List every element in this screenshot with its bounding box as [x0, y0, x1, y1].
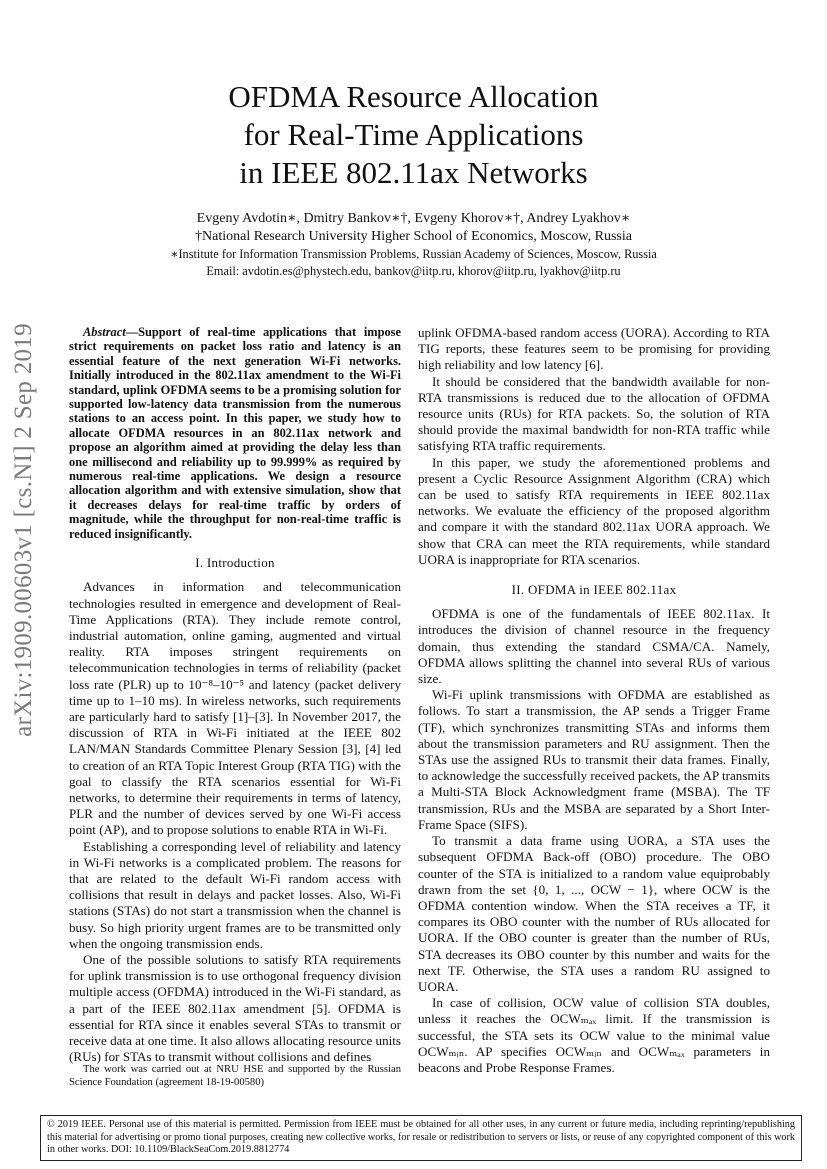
affiliation-hse: †National Research University Higher School of Economics, Moscow, Russia	[195, 229, 632, 244]
ofdma-paragraph-1: OFDMA is one of the fundamentals of IEEE 802.11ax. It introduces the division of channel resource in the frequency domain, thus extending the standard CSMA/CA. Namely, OFDMA allows splitting the channel into several RUs of various size.	[418, 606, 770, 687]
section-heading-introduction: I. Introduction	[195, 555, 275, 571]
intro-paragraph-5: It should be considered that the bandwidth available for non-RTA transmissions is reduced due to the allocation of OFDMA resource units (RUs) for RTA packets. So, the solution of RTA should provide the maximal bandwidth for non-RTA traffic while satisfying RTA traffic requirements.	[418, 373, 770, 454]
copyright-notice: © 2019 IEEE. Personal use of this material is permitted. Permission from IEEE must be obtained for all other uses, in any current or future media, including reprinting/republishing this material for advertising or promo tional purposes, creating new collective works, for resale or redistribution to servers or lists, or reuse of any copyrighted component of this work in other works. DOI: 10.1109/BlackSeaCom.2019.8812774	[40, 1115, 802, 1161]
paper-title	[60, 78, 767, 192]
intro-paragraph-1: Advances in information and telecommunication technologies resulted in emergence and development of Real-Time Applications (RTA). They include remote control, industrial automation, online gaming, augmented and virtual reality. RTA imposes stringent requirements on telecommunication technologies in terms of reliability (packet loss rate (PLR) up to 10⁻⁸–10⁻⁵ and latency (packet delivery time up to 1–10 ms). In wireless networks, such requirements are particularly hard to satisfy [1]–[3]. In November 2017, the discussion of RTA in Wi-Fi initiated at the IEEE 802 LAN/MAN Standards Committee Plenary Session [3], [4] led to creation of an RTA Topic Interest Group (RTA TIG) with the goal to classify the RTA scenarios essential for Wi-Fi networks, to determine their requirements in terms of latency, PLR and the number of devices served by one Wi-Fi access point (AP), and to propose solutions to enable RTA in Wi-Fi.	[69, 579, 401, 838]
title-line-3: in IEEE 802.11ax Networks	[239, 155, 588, 190]
ofdma-paragraph-2: Wi-Fi uplink transmissions with OFDMA are established as follows. To start a transmission, the AP sends a Trigger Frame (TF), which synchronizes transmitting STAs and informs them about the transmission parameters and RU assignment. Then the STAs use the assigned RUs to transmit their data frames. Finally, to acknowledge the successfully received packets, the AP transmits a Multi-STA Block Acknowledgment frame (MSBA). The TF transmission, RUs and the MSBA are separated by a Short Inter-Frame Space (SIFS).	[418, 687, 770, 832]
intro-paragraph-3: One of the possible solutions to satisfy RTA requirements for uplink transmission is to use orthogonal frequency division multiple access (OFDMA) introduced in the Wi-Fi standard, as a part of the IEEE 802.11ax amendment [5]. OFDMA is essential for RTA since it enables several STAs to transmit or receive data at one time. It also allows allocating resource units (RUs) for STAs to transmit without collisions and defines	[69, 951, 401, 1065]
author-block	[60, 210, 767, 280]
author-names: Evgeny Avdotin∗, Dmitry Bankov∗†, Evgeny Khorov∗†, Andrey Lyakhov∗	[196, 211, 631, 226]
affiliation-iitp: ∗Institute for Information Transmission Problems, Russian Academy of Sciences, Moscow, Russia	[170, 247, 657, 261]
abstract-text: —Support of real-time applications that impose strict requirements on packet loss ratio and latency is an essential feature of the next generation Wi-Fi networks. Initially introduced in the 802.11ax amendment to the Wi-Fi standard, uplink OFDMA seems to be a promising solution for supported low-latency data transmission from the numerous stations to an access point. In this paper, we study how to allocate OFDMA resources in an 802.11ax network and propose an algorithm aimed at providing the delay less than one millisecond and reliability up to 99.999% as required by numerous real-time applications. We design a resource allocation algorithm and with extensive simulation, show that it decreases delays for real-time traffic by orders of magnitude, while the throughput for non-real-time traffic is reduced insignificantly.	[69, 325, 401, 541]
author-emails: Email: avdotin.es@phystech.edu, bankov@iitp.ru, khorov@iitp.ru, lyakhov@iitp.ru	[206, 264, 621, 278]
ofdma-paragraph-3: To transmit a data frame using UORA, a STA uses the subsequent OFDMA Back-off (OBO) procedure. The OBO counter of the STA is initialized to a random value equiprobably drawn from the set {0, 1, ..., OCW − 1}, where OCW is the OFDMA contention window. When the STA receives a TF, it compares its OBO counter with the number of RUs allocated for UORA. If the OBO counter is greater than the number of RUs, STA decreases its OBO counter by this number and waits for the next TF. Otherwise, the STA uses a random RU assigned to UORA.	[418, 833, 770, 994]
ofdma-paragraph-4: In case of collision, OCW value of collision STA doubles, unless it reaches the OCWₘₐₓ limit. If the transmission is successful, the STA sets its OCW value to the minimal value OCWₘᵢₙ. AP specifies OCWₘᵢₙ and OCWₘₐₓ parameters in beacons and Probe Response Frames.	[418, 995, 770, 1075]
title-line-1: OFDMA Resource Allocation	[228, 79, 599, 114]
abstract-label: Abstract	[83, 325, 126, 339]
left-column	[69, 325, 401, 1065]
intro-paragraph-2: Establishing a corresponding level of reliability and latency in Wi-Fi networks is a complicated problem. The reasons for that are related to the default Wi-Fi random access with collisions that result in delays and packet losses. Also, Wi-Fi stations (STAs) do not start a transmission when the channel is busy. So high priority urgent frames are to be transmitted only when the ongoing transmission ends.	[69, 838, 401, 951]
title-line-2: for Real-Time Applications	[243, 117, 584, 152]
right-column	[418, 325, 770, 1076]
footnote-text: The work was carried out at NRU HSE and supported by the Russian Science Foundation (agreement 18-19-00580)	[69, 1064, 401, 1088]
arxiv-watermark	[0, 0, 48, 1169]
intro-paragraph-4: uplink OFDMA-based random access (UORA). According to RTA TIG reports, these features seem to be promising for providing high reliability and low latency [6].	[418, 325, 770, 373]
abstract	[69, 325, 401, 541]
funding-footnote	[69, 1063, 401, 1089]
intro-paragraph-6: In this paper, we study the aforementioned problems and present a Cyclic Resource Assignment Algorithm (CRA) which can be used to satisfy RTA requirements in IEEE 802.11ax networks. We evaluate the efficiency of the proposed algorithm and compare it with the standard 802.11ax UORA approach. We show that CRA can meet the RTA requirements, while standard UORA is inappropriate for RTA scenarios.	[418, 454, 770, 567]
section-heading-ofdma: II. OFDMA in IEEE 802.11ax	[511, 582, 677, 598]
arxiv-id: arXiv:1909.00603v1 [cs.NI] 2 Sep 2019	[10, 323, 37, 737]
